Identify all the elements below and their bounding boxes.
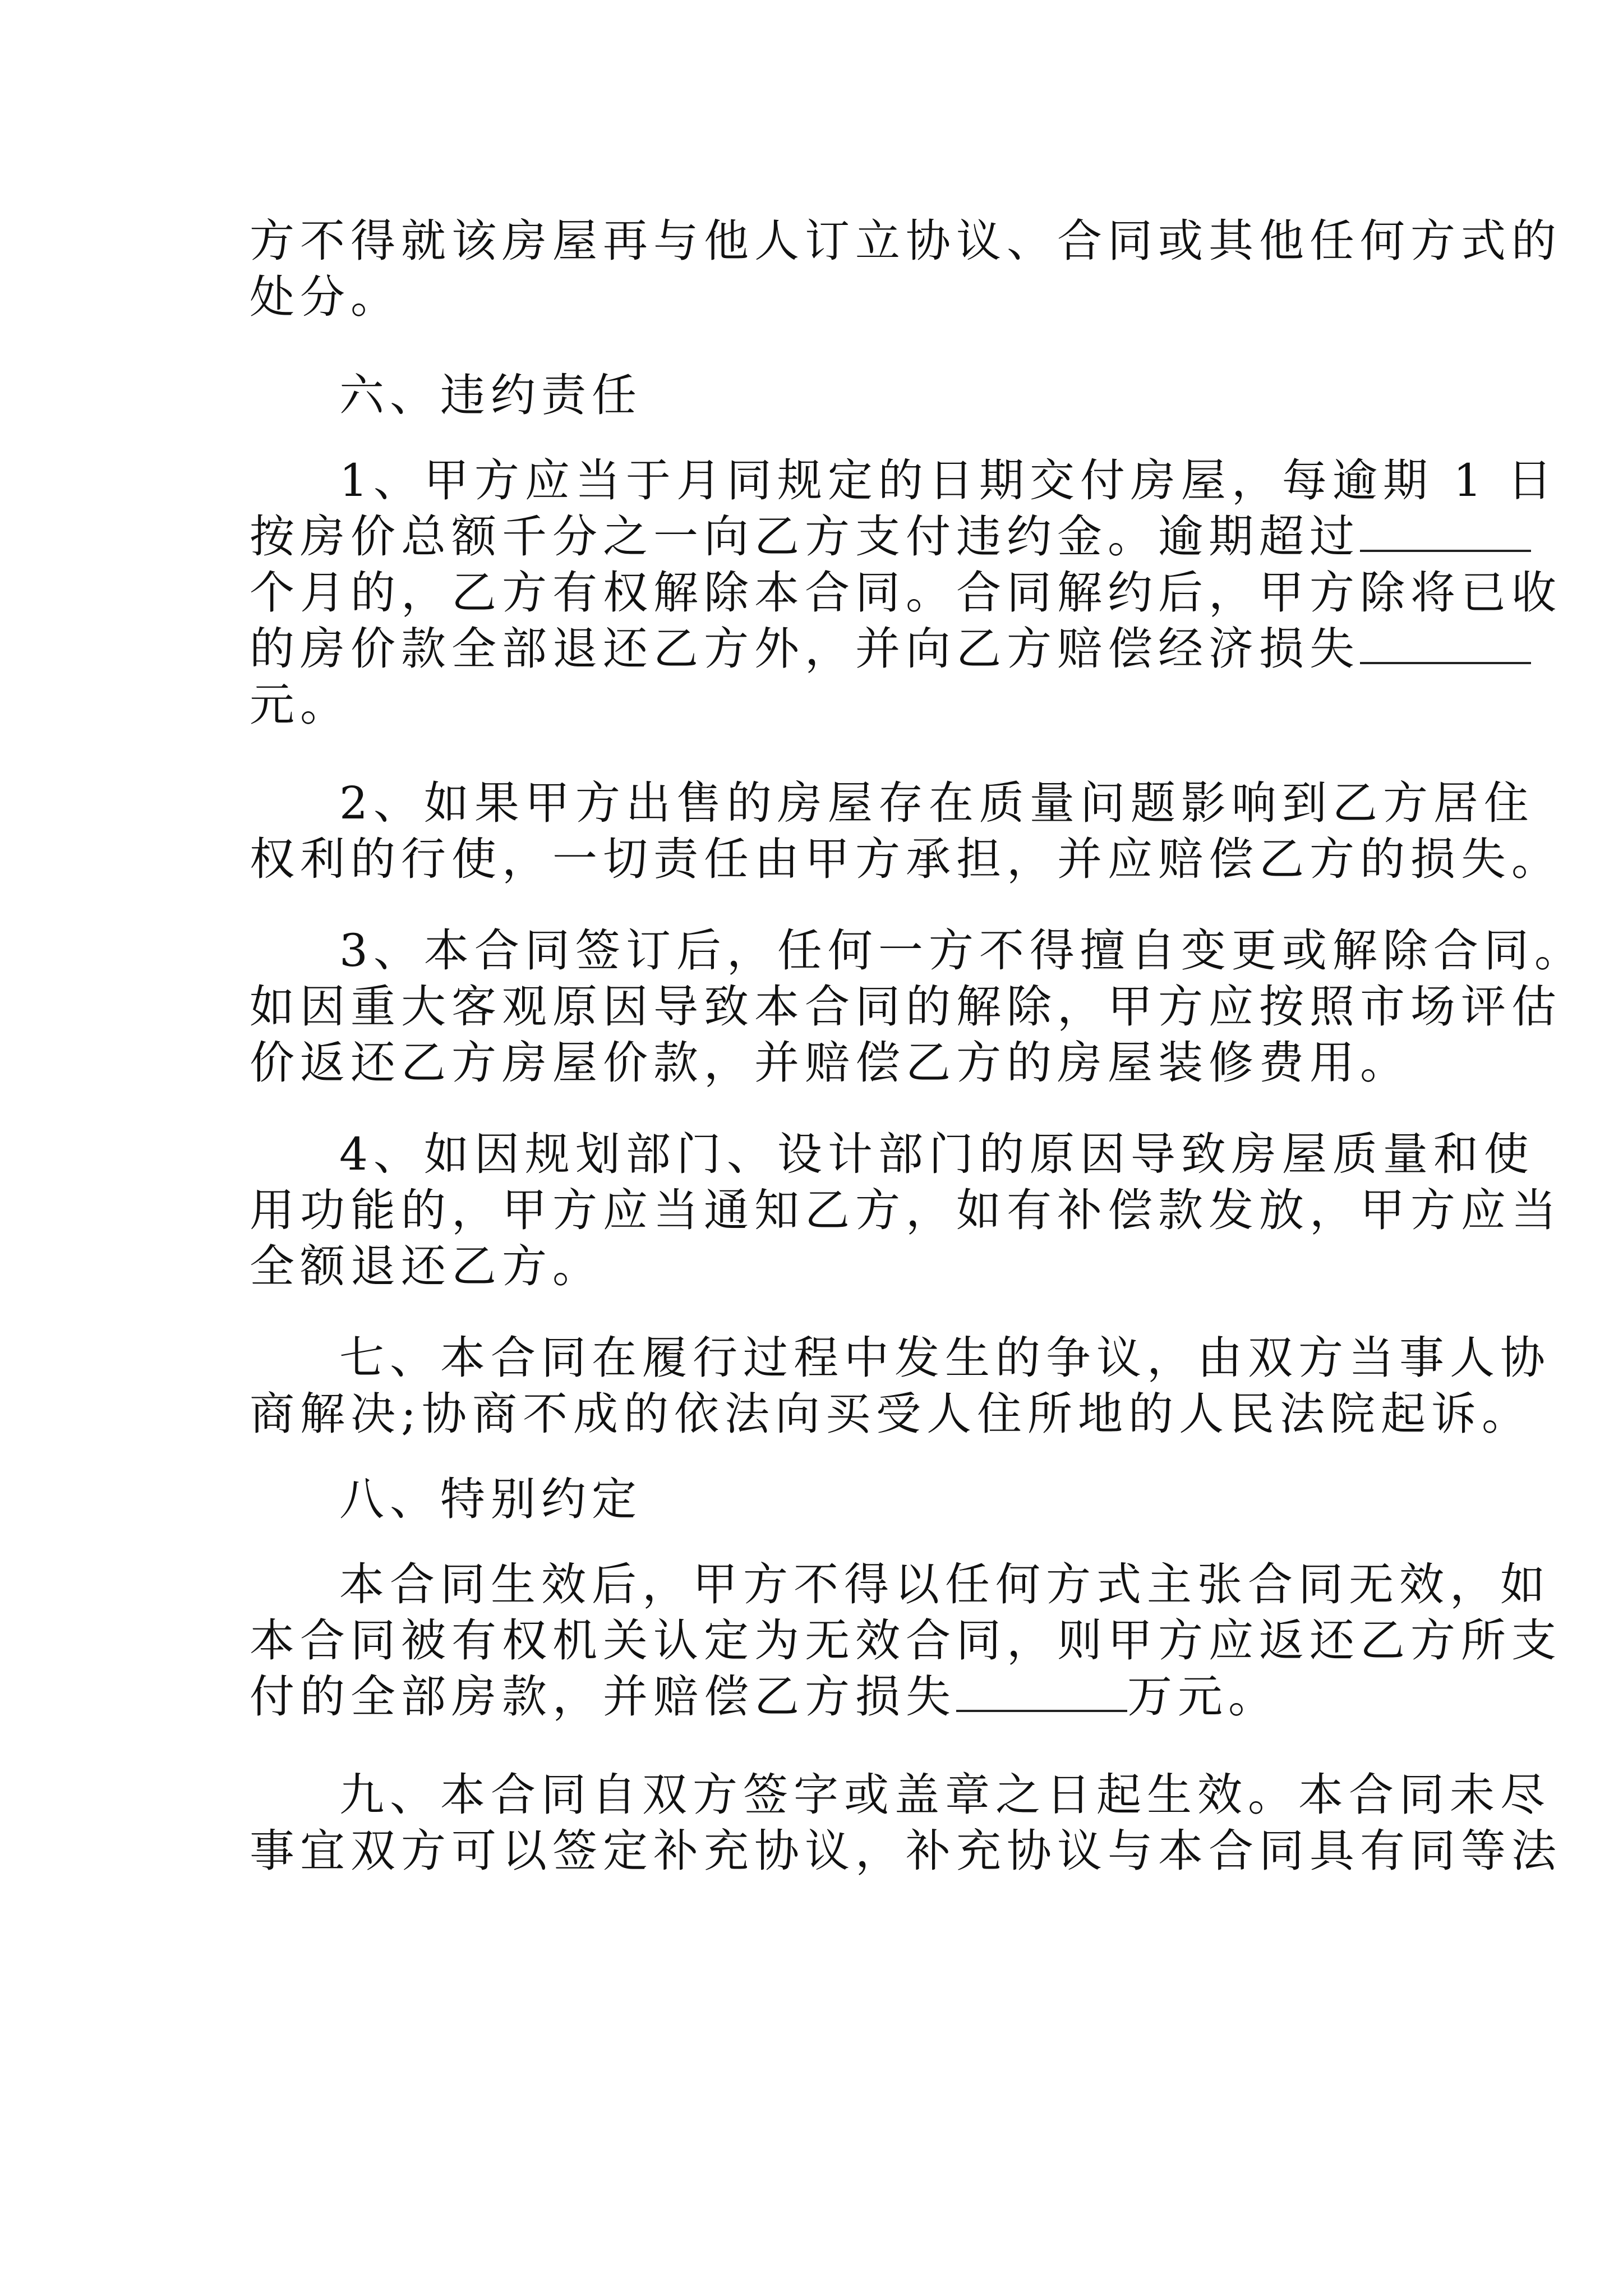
section-9-line: 事宜双方可以签定补充协议，补充协议与本合同具有同等法 (250, 1825, 1562, 1877)
section-heading-special: 八、特别约定 (339, 1473, 642, 1525)
clause-3-line: 3、本合同签订后，任何一方不得擅自变更或解除合同。 (339, 924, 1585, 977)
clause-2-line: 权利的行使，一切责任由甲方承担，并应赔偿乙方的损失。 (250, 833, 1562, 885)
clause-1-line: 元。 (250, 679, 351, 731)
paragraph-line: 处分。 (250, 271, 401, 323)
section-heading-breach: 六、违约责任 (339, 369, 642, 421)
section-8-text: 万元。 (1127, 1671, 1279, 1723)
blank-months-field (1360, 510, 1531, 552)
clause-1-line: 个月的，乙方有权解除本合同。合同解约后，甲方除将已收 (250, 567, 1562, 619)
section-7-line: 七、本合同在履行过程中发生的争议，由双方当事人协 (339, 1332, 1551, 1384)
section-7-line: 商解决;协商不成的依法向买受人住所地的人民法院起诉。 (250, 1388, 1532, 1440)
clause-4-line: 全额退还乙方。 (250, 1240, 603, 1292)
clause-1-line (250, 509, 1382, 565)
clause-2-line: 2、如果甲方出售的房屋存在质量问题影响到乙方居住 (339, 777, 1534, 829)
section-8-line: 本合同被有权机关认定为无效合同，则甲方应返还乙方所支 (250, 1614, 1562, 1667)
clause-1-line: 1、甲方应当于月同规定的日期交付房屋，每逾期 1 日 (339, 454, 1558, 507)
section-8-line (250, 1669, 1382, 1725)
clause-4-line: 4、如因规划部门、设计部门的原因导致房屋质量和使 (339, 1128, 1534, 1180)
clause-1-line (250, 621, 1382, 677)
clause-3-line: 价返还乙方房屋价款，并赔偿乙方的房屋装修费用。 (250, 1037, 1410, 1089)
clause-4-line: 用功能的，甲方应当通知乙方，如有补偿款发放，甲方应当 (250, 1184, 1562, 1236)
paragraph-line: 方不得就该房屋再与他人订立协议、合同或其他任何方式的 (250, 215, 1562, 267)
section-8-line: 本合同生效后，甲方不得以任何方式主张合同无效，如 (339, 1558, 1551, 1611)
clause-3-line: 如因重大客观原因导致本合同的解除，甲方应按照市场评估 (250, 981, 1562, 1033)
section-9-line: 九、本合同自双方签字或盖章之日起生效。本合同未尽 (339, 1769, 1551, 1821)
contract-body (250, 213, 1585, 1879)
blank-loss-amount-field (956, 1671, 1127, 1712)
blank-compensation-field (1360, 623, 1531, 664)
clause-1-text: 按房价总额千分之一向乙方支付违约金。逾期超过 (250, 510, 1360, 563)
clause-1-text: 的房价款全部退还乙方外，并向乙方赔偿经济损失 (250, 623, 1360, 675)
section-8-text: 付的全部房款，并赔偿乙方损失 (250, 1671, 956, 1723)
